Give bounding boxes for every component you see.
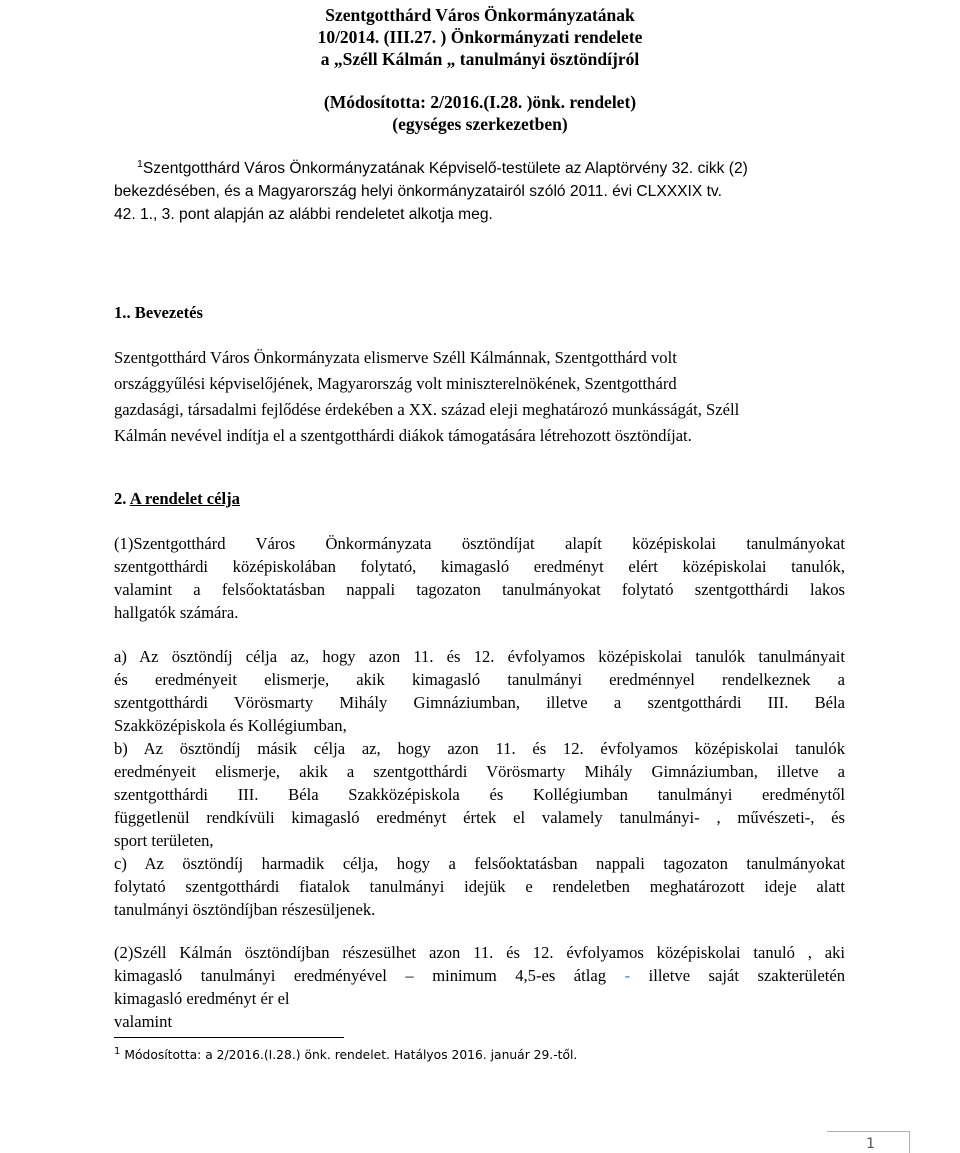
section-2-para-a-line: Szakközépiskola és Kollégiumban, [114,716,347,735]
intro-line-2: bekezdésében, és a Magyarország helyi önkormányzatairól szóló 2011. évi CLXXXIX tv. [114,183,722,200]
section-2-para-2-line: (2)Széll Kálmán ösztöndíjban részesülhet azon 11. és 12. évfolyamos középiskolai tanuló , aki [114,943,845,962]
footnote-reference[interactable]: 1 [137,157,143,170]
section-1-heading [114,302,203,324]
section-2-para-c-line: folytató szentgotthárdi fiatalok tanulmányi idejük e rendeletben meghatározott ideje alatt [114,877,845,896]
highlighted-dash: - [624,966,631,985]
section-2-para-2-line: valamint [114,1012,173,1031]
header-consolidated-note: (egységes szerkezetben) [392,114,568,134]
section-1-line: országgyűlési képviselőjének, Magyarország volt miniszterelnökének, Szentgotthárd [114,374,677,393]
section-2-para-c-line: c) Az ösztöndíj harmadik célja, hogy a felsőoktatásban nappali tagozaton tanulmányokat [114,854,845,873]
section-2-para-2-line: kimagasló eredményt ér el [114,989,290,1008]
section-2-number: 2. [114,489,127,508]
section-2-para-a-line: a) Az ösztöndíj célja az, hogy azon 11. és 12. évfolyamos középiskolai tanulók tanulmányait [114,647,845,666]
section-2-heading [114,488,240,510]
section-2-para-a-line: és eredményeit elismerje, akik kimagasló tanulmányi eredménnyel rendelkeznek a [114,670,845,689]
section-1-number: 1. [114,303,127,322]
section-1-line: Szentgotthárd Város Önkormányzata elismerve Széll Kálmánnak, Szentgotthárd volt [114,348,677,367]
section-2-para-2-line [114,965,845,987]
section-2-title: A rendelet célja [129,489,240,508]
section-2-para-b-line: sport területen, [114,831,214,850]
section-2-para-1-line: (1)Szentgotthárd Város Önkormányzata ösztöndíjat alapít középiskolai tanulmányokat [114,534,845,553]
section-2-para-1-line: valamint a felsőoktatásban nappali tagozaton tanulmányokat folytató szentgotthárdi lakos [114,580,845,599]
intro-line-1-text: Szentgotthárd Város Önkormányzatának Képviselő-testülete az Alaptörvény 32. cikk (2) [142,160,748,177]
page-number: 1 [866,1136,875,1152]
section-1-line: gazdasági, társadalmi fejlődése érdekében a XX. század eleji meghatározó munkásságát, Széll [114,400,740,419]
header-amendment-note: (Módosította: 2/2016.(I.28. )önk. rendelet) [323,92,637,112]
header-title-line-3: a „Széll Kálmán „ tanulmányi ösztöndíjról [320,49,640,69]
section-2-para-b-line: eredményeit elismerje, akik a szentgotthárdi Vörösmarty Mihály Gimnáziumban, illetve a [114,762,845,781]
section-2-para-c-line: tanulmányi ösztöndíjban részesüljenek. [114,900,376,919]
intro-line-3: 42. 1., 3. pont alapján az alábbi rendeletet alkotja meg. [114,206,493,223]
section-2-para-b-line: függetlenül rendkívüli kimagasló eredményt értek el valamely tanulmányi- , művészeti-, és [114,808,845,827]
header-title-line-2: 10/2014. (III.27. ) Önkormányzati rendelete [317,27,643,47]
intro-line-1 [137,158,748,180]
section-1-separator: . [126,303,131,322]
section-2-para-2-text: illetve saját szakterületén [648,966,845,985]
section-2-para-1-line: szentgotthárdi középiskolában folytató, kimagasló eredményt elért középiskolai tanulók, [114,557,845,576]
footnote-separator [114,1037,344,1038]
section-2-para-1-line: hallgatók számára. [114,603,239,622]
footnote-number: 1 [114,1045,121,1057]
section-2-para-b-line: szentgotthárdi III. Béla Szakközépiskola és Kollégiumban tanulmányi eredménytől [114,785,845,804]
section-1-line: Kálmán nevével indítja el a szentgotthárdi diákok támogatására létrehozott ösztöndíjat. [114,426,692,445]
header-title-line-1: Szentgotthárd Város Önkormányzatának [325,5,635,25]
section-2-para-b-line: b) Az ösztöndíj másik célja az, hogy azon 11. és 12. évfolyamos középiskolai tanulók [114,739,845,758]
section-1-title: Bevezetés [134,303,203,322]
page-number-box [827,1131,910,1153]
section-2-para-2-text: kimagasló tanulmányi eredményével – minimum 4,5-es átlag [114,966,607,985]
footnote-text: Módosította: a 2/2016.(I.28.) önk. rendelet. Hatályos 2016. január 29.-től. [124,1048,578,1062]
footnote [114,1046,577,1064]
section-2-para-a-line: szentgotthárdi Vörösmarty Mihály Gimnáziumban, illetve a szentgotthárdi III. Béla [114,693,845,712]
